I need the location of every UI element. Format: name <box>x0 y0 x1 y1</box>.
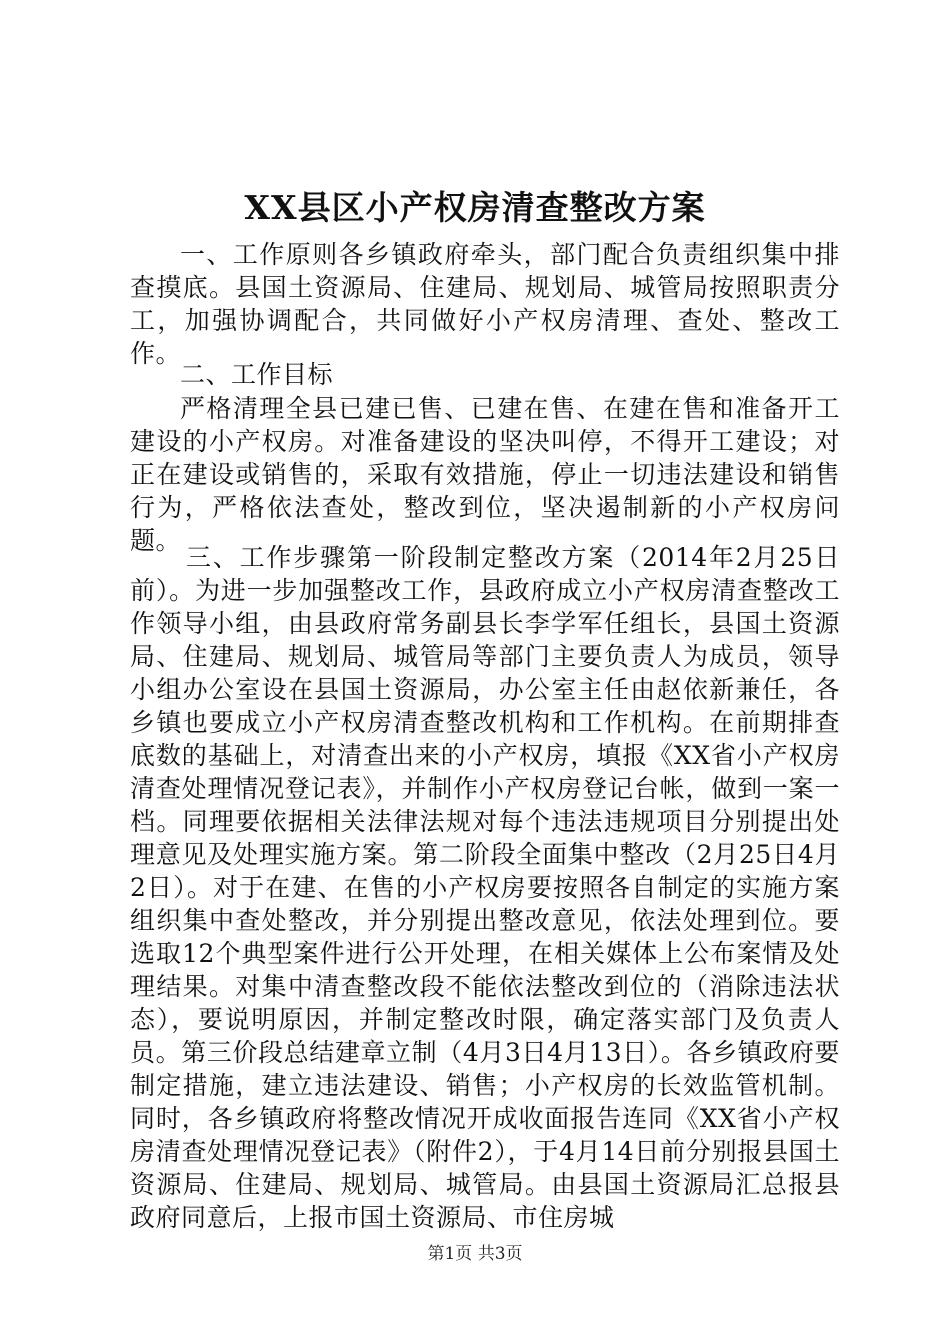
paragraph-work-goals: 严格清理全县已建已售、已建在售、在建在售和准备开工建设的小产权房。对准备建设的坚决叫停，不得开工建设；对正在建设或销售的，采取有效措施，停止一切违法建设和销售行为，严格依法查处，整改到位，坚决遏制新的小产权房问题。 <box>130 394 840 555</box>
page-number-footer: 第1页 共3页 <box>427 1244 523 1264</box>
section-heading-work-goals: 二、工作目标 <box>180 360 334 389</box>
paragraph-work-principles: 一、工作原则各乡镇政府牵头，部门配合负责组织集中排查摸底。县国土资源局、住建局、规划局、城管局按照职责分工，加强协调配合，共同做好小产权房清理、查处、整改工作。 <box>130 240 840 368</box>
document-title: XX县区小产权房清查整改方案 <box>244 188 706 227</box>
paragraph-work-steps: 三、工作步骤第一阶段制定整改方案（2014年2月25日前）。为进一步加强整改工作，县政府成立小产权房清查整改工作领导小组，由县政府常务副县长李学军任组长，县国土资源局、住建局、规划局、城管局等部门主要负责人为成员，领导小组办公室设在县国土资源局，办公室主任由赵依新兼任，各乡镇也要成立小产权房清查整改机构和工作机构。在前期排查底数的基础上，对清查出来的小产权房，填报《XX省小产权房清查处理情况登记表》，并制作小产权房登记台帐，做到一案一档。同理要依据相关法律法规对每个违法违规项目分别提出处理意见及处理实施方案。第二阶段全面集中整改（2月25日4月2日）。对于在建、在售的小产权房要按照各自制定的实施方案组织集中查处整改，并分别提出整改意见，依法处理到位。要选取12个典型案件进行公开处理，在相关媒体上公布案情及处理结果。对集中清查整改段不能依法整改到位的（消除违法状态），要说明原因，并制定整改时限，确定落实部门及负责人员。第三价段总结建章立制（4月3日4月13日）。各乡镇政府要制定措施，建立违法建设、销售；小产权房的长效监管机制。同时，各乡镇政府将整改情况开成收面报告连同《XX省小产权房清查处理情况登记表》（附件2），于4月14日前分别报县国土资源局、住建局、规划局、城管局。由县国土资源局汇总报县政府同意后，上报市国土资源局、市住房城 <box>130 543 840 1232</box>
